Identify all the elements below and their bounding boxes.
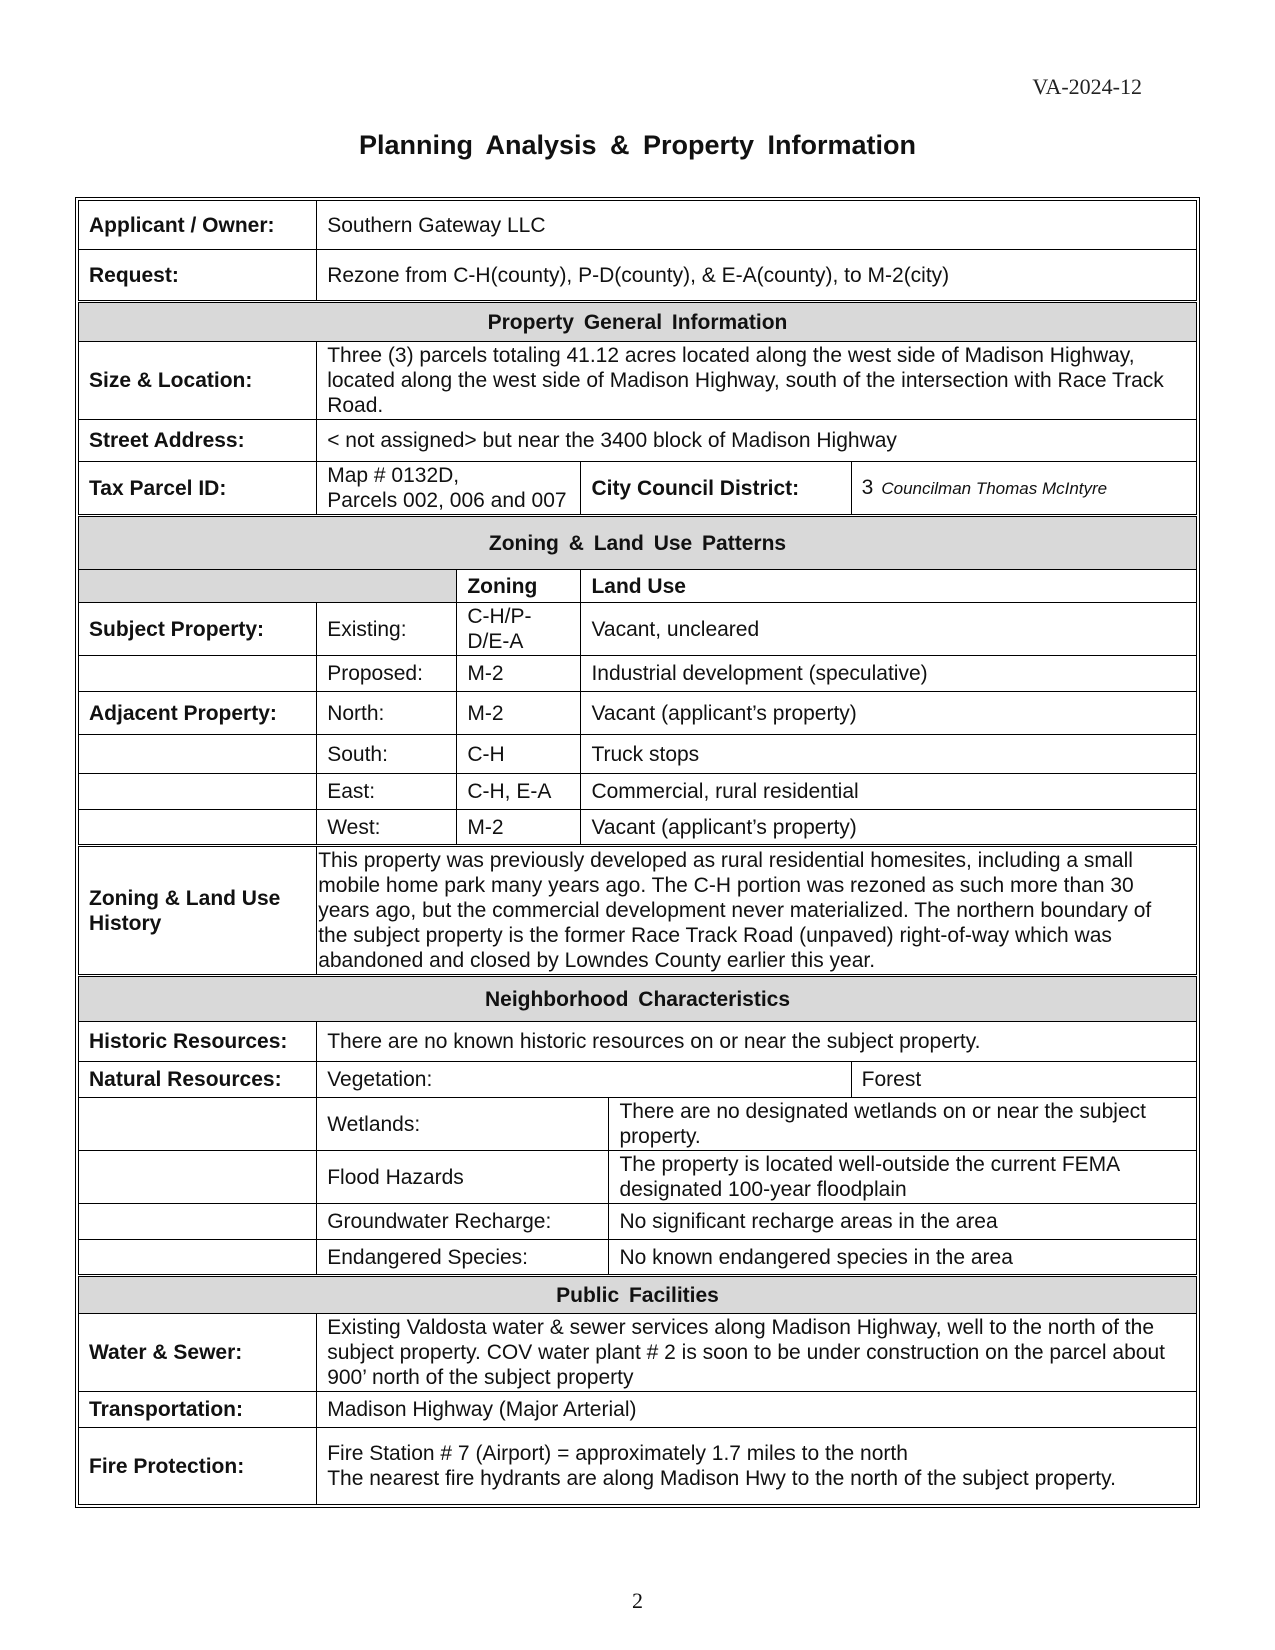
zoning-row-sub: South: [317,735,457,774]
natural-resource-value: No significant recharge areas in the area [609,1204,1197,1240]
section-header-row [79,302,1197,342]
historic-resources-value: There are no known historic resources on or near the subject property. [317,1022,1197,1062]
natural-resource-sub: Wetlands: [317,1098,609,1151]
natural-resource-row [79,1151,1197,1204]
zoning-row-land-use: Vacant, uncleared [581,603,1197,656]
fire-protection-row [79,1428,1197,1505]
applicant-value: Southern Gateway LLC [317,201,1197,250]
zoning-row-zoning: C-H [457,735,581,774]
fire-station-line: Fire Station # 7 (Airport) = approximately 1.7 miles to the north [327,1442,908,1465]
fire-hydrant-line: The nearest fire hydrants are along Madison Hwy to the north of the subject property. [327,1467,1116,1490]
street-address-value: < not assigned> but near the 3400 block of Madison Highway [317,420,1197,462]
zoning-row-land-use: Vacant (applicant’s property) [581,810,1197,846]
tax-parcel-label: Tax Parcel ID: [79,462,317,516]
size-location-value: Three (3) parcels totaling 41.12 acres located along the west side of Madison Highway, located along the west side of Madison Highway, south of the intersection with Race Track Road. [317,342,1197,420]
tax-parcel-parcels: Parcels 002, 006 and 007 [327,489,567,512]
councilman-name: Councilman Thomas McIntyre [881,479,1108,498]
zoning-history-row [79,846,1197,976]
natural-resource-value: There are no designated wetlands on or near the subject property. [609,1098,1197,1151]
zoning-row-sub: North: [317,692,457,735]
zoning-history-value: This property was previously developed as rural residential homesites, including a small mobile home park many years ago. The C-H portion was rezoned as such more than 30 years ago, but the commercial development never materialized. The northern boundary of the subject property is the former Race Track Road (unpaved) right-of-way which was abandoned and closed by Lowndes County earlier this year. [317,846,1197,976]
zoning-row [79,692,1197,735]
applicant-row [79,201,1197,250]
council-district-label: City Council District: [581,462,851,516]
natural-resource-value: No known endangered species in the area [609,1240,1197,1276]
property-general-header: Property General Information [79,302,1197,342]
size-location-row [79,342,1197,420]
zoning-row-land-use: Industrial development (speculative) [581,656,1197,692]
zoning-row [79,656,1197,692]
historic-resources-label: Historic Resources: [79,1022,317,1062]
zoning-row-land-use: Commercial, rural residential [581,774,1197,810]
natural-resource-row [79,1098,1197,1151]
zoning-row-sub: West: [317,810,457,846]
zoning-row-label [79,735,317,774]
fire-protection-value [317,1428,1197,1505]
historic-resources-row [79,1022,1197,1062]
water-sewer-label: Water & Sewer: [79,1314,317,1392]
page-number: 2 [632,1588,643,1613]
natural-resource-sub: Vegetation: [317,1062,851,1098]
request-label: Request: [79,250,317,302]
neighborhood-header: Neighborhood Characteristics [79,976,1197,1022]
zoning-column-header: Zoning [457,570,581,603]
request-value: Rezone from C-H(county), P-D(county), & E-A(county), to M-2(city) [317,250,1197,302]
zoning-row-sub: Proposed: [317,656,457,692]
natural-resources-label: Natural Resources: [79,1062,317,1098]
water-sewer-value: Existing Valdosta water & sewer services along Madison Highway, well to the north of the subject property. COV water plant # 2 is soon to be under construction on the parcel about 900’ north of the subject property [317,1314,1197,1392]
zoning-row-land-use: Truck stops [581,735,1197,774]
property-info-table [75,197,1200,1508]
zoning-row-sub: East: [317,774,457,810]
natural-resource-sub: Groundwater Recharge: [317,1204,609,1240]
applicant-label: Applicant / Owner: [79,201,317,250]
land-use-column-header: Land Use [581,570,1197,603]
council-district-number: 3 [861,476,874,499]
zoning-row-zoning: C-H/P-D/E-A [457,603,581,656]
transportation-value: Madison Highway (Major Arterial) [317,1392,1197,1428]
zoning-row-label [79,810,317,846]
water-sewer-row [79,1314,1197,1392]
zoning-row-label: Subject Property: [79,603,317,656]
zoning-row-label [79,656,317,692]
zoning-row-land-use: Vacant (applicant’s property) [581,692,1197,735]
natural-resource-row [79,1204,1197,1240]
zoning-row-zoning: M-2 [457,656,581,692]
natural-resource-sub: Endangered Species: [317,1240,609,1276]
natural-resource-value: Forest [851,1062,1196,1098]
fire-protection-label: Fire Protection: [79,1428,317,1505]
natural-resource-row [79,1240,1197,1276]
natural-resource-blank [79,1151,317,1204]
zoning-row-zoning: M-2 [457,810,581,846]
public-facilities-header: Public Facilities [79,1276,1197,1314]
tax-parcel-row [79,462,1197,516]
section-header-row [79,516,1197,570]
size-location-label: Size & Location: [79,342,317,420]
natural-resource-row [79,1062,1197,1098]
zoning-row-label: Adjacent Property: [79,692,317,735]
zoning-row [79,603,1197,656]
council-district-value [851,462,1196,516]
zoning-row-sub: Existing: [317,603,457,656]
zoning-row [79,735,1197,774]
zoning-row-zoning: M-2 [457,692,581,735]
zoning-row [79,774,1197,810]
natural-resource-sub: Flood Hazards [317,1151,609,1204]
tax-parcel-value [317,462,581,516]
natural-resource-value: The property is located well-outside the current FEMA designated 100-year floodplain [609,1151,1197,1204]
zoning-history-label: Zoning & Land Use History [79,846,317,976]
zoning-column-header-row [79,570,1197,603]
natural-resource-blank [79,1098,317,1151]
zoning-row-label [79,774,317,810]
natural-resource-blank [79,1240,317,1276]
natural-resource-blank [79,1204,317,1240]
section-header-row [79,976,1197,1022]
transportation-row [79,1392,1197,1428]
section-header-row [79,1276,1197,1314]
request-row [79,250,1197,302]
zoning-blank-header [79,570,457,603]
transportation-label: Transportation: [79,1392,317,1428]
zoning-header: Zoning & Land Use Patterns [79,516,1197,570]
page-title: Planning Analysis & Property Information [358,130,917,160]
document-number: VA-2024-12 [1032,74,1142,99]
street-address-row [79,420,1197,462]
street-address-label: Street Address: [79,420,317,462]
tax-parcel-map: Map # 0132D, [327,464,460,487]
zoning-row-zoning: C-H, E-A [457,774,581,810]
zoning-row [79,810,1197,846]
